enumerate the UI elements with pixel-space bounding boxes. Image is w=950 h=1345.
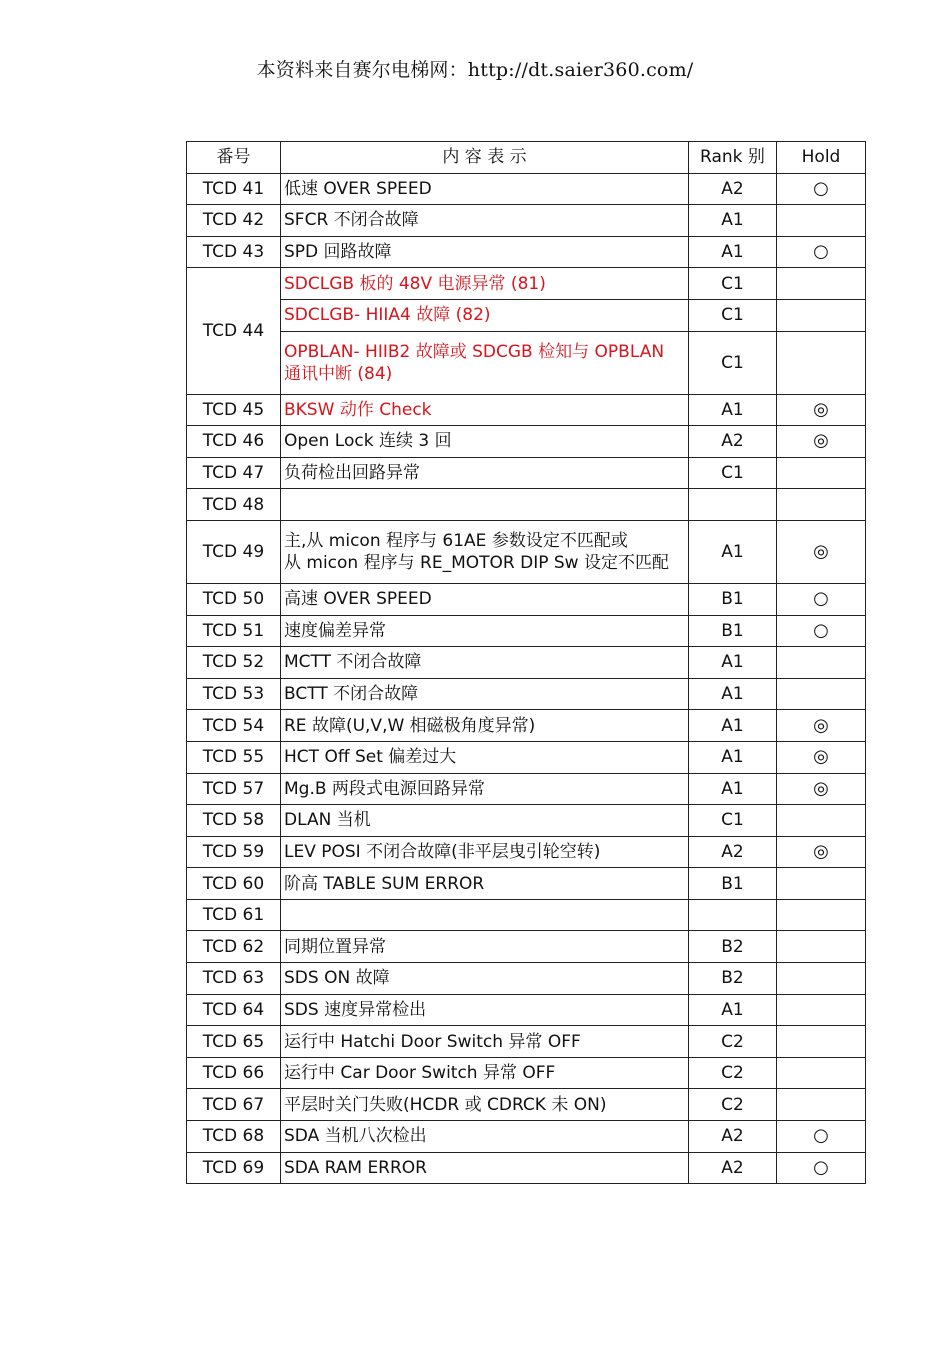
row-code: TCD 58 <box>187 805 281 837</box>
row-rank <box>689 489 777 521</box>
row-code: TCD 64 <box>187 994 281 1026</box>
table-row <box>187 836 866 868</box>
row-hold <box>777 331 866 394</box>
row-hold <box>777 489 866 521</box>
row-desc: 运行中 Hatchi Door Switch 异常 OFF <box>281 1026 689 1058</box>
row-rank: B1 <box>689 868 777 900</box>
row-desc: 同期位置异常 <box>281 931 689 963</box>
row-desc: OPBLAN- HIIB2 故障或 SDCGB 检知与 OPBLAN 通讯中断 (84) <box>281 331 689 394</box>
row-code: TCD 69 <box>187 1152 281 1184</box>
row-hold <box>777 994 866 1026</box>
row-code: TCD 51 <box>187 615 281 647</box>
table-row <box>187 236 866 268</box>
table-row <box>187 615 866 647</box>
row-desc: 负荷检出回路异常 <box>281 457 689 489</box>
row-desc: LEV POSI 不闭合故障(非平层曳引轮空转) <box>281 836 689 868</box>
table-row <box>187 710 866 742</box>
table-row <box>187 1152 866 1184</box>
row-hold: ○ <box>777 1121 866 1153</box>
tcd-table <box>186 141 866 1184</box>
table-row <box>187 773 866 805</box>
row-desc: SPD 回路故障 <box>281 236 689 268</box>
row-desc: SDCLGB 板的 48V 电源异常 (81) <box>281 268 689 300</box>
row-hold: ◎ <box>777 426 866 458</box>
row-hold: ○ <box>777 173 866 205</box>
row-rank: A2 <box>689 1152 777 1184</box>
row-rank: C2 <box>689 1089 777 1121</box>
table-row <box>187 394 866 426</box>
row-hold: ◎ <box>777 836 866 868</box>
row-rank: B1 <box>689 583 777 615</box>
row-code: TCD 67 <box>187 1089 281 1121</box>
table-row <box>187 520 866 583</box>
row-hold: ◎ <box>777 520 866 583</box>
row-hold <box>777 1026 866 1058</box>
row-desc: 速度偏差异常 <box>281 615 689 647</box>
page-header: 本资料来自赛尔电梯网：http://dt.saier360.com/ <box>256 59 694 81</box>
row-rank: C1 <box>689 457 777 489</box>
row-rank: A1 <box>689 236 777 268</box>
row-code: TCD 57 <box>187 773 281 805</box>
row-rank: A2 <box>689 836 777 868</box>
row-rank: A1 <box>689 647 777 679</box>
row-hold <box>777 647 866 679</box>
row-hold: ○ <box>777 615 866 647</box>
row-hold: ◎ <box>777 773 866 805</box>
row-code: TCD 47 <box>187 457 281 489</box>
row-desc: 低速 OVER SPEED <box>281 173 689 205</box>
row-desc-line: 主,从 micon 程序与 61AE 参数设定不匹配或 <box>284 530 628 551</box>
header-code: 番号 <box>187 142 281 174</box>
row-hold <box>777 205 866 237</box>
row-rank: A2 <box>689 173 777 205</box>
row-desc: BKSW 动作 Check <box>281 394 689 426</box>
row-rank: A1 <box>689 205 777 237</box>
row-hold: ○ <box>777 236 866 268</box>
row-hold <box>777 899 866 931</box>
row-hold: ◎ <box>777 710 866 742</box>
row-desc: SDA RAM ERROR <box>281 1152 689 1184</box>
row-desc-line: 从 micon 程序与 RE_MOTOR DIP Sw 设定不匹配 <box>284 552 669 573</box>
row-desc: SDA 当机八次检出 <box>281 1121 689 1153</box>
table-row <box>187 331 866 394</box>
table-row <box>187 741 866 773</box>
header-hold: Hold <box>777 142 866 174</box>
header-rank: Rank 别 <box>689 142 777 174</box>
table-row <box>187 994 866 1026</box>
row-desc: 运行中 Car Door Switch 异常 OFF <box>281 1057 689 1089</box>
row-rank: C2 <box>689 1026 777 1058</box>
row-desc: BCTT 不闭合故障 <box>281 678 689 710</box>
table-header-row <box>187 142 866 174</box>
row-code: TCD 66 <box>187 1057 281 1089</box>
row-desc: 高速 OVER SPEED <box>281 583 689 615</box>
table-row <box>187 205 866 237</box>
row-desc: Mg.B 两段式电源回路异常 <box>281 773 689 805</box>
row-desc <box>281 899 689 931</box>
row-hold <box>777 1057 866 1089</box>
row-code: TCD 42 <box>187 205 281 237</box>
table-row <box>187 426 866 458</box>
row-rank: A2 <box>689 426 777 458</box>
row-code: TCD 50 <box>187 583 281 615</box>
row-code: TCD 60 <box>187 868 281 900</box>
row-code: TCD 59 <box>187 836 281 868</box>
row-code: TCD 61 <box>187 899 281 931</box>
table-row <box>187 583 866 615</box>
row-code: TCD 55 <box>187 741 281 773</box>
table-row <box>187 931 866 963</box>
row-rank <box>689 899 777 931</box>
row-desc: SDS ON 故障 <box>281 963 689 995</box>
table-row <box>187 899 866 931</box>
table-row <box>187 489 866 521</box>
table-row <box>187 963 866 995</box>
row-desc <box>281 520 689 583</box>
row-rank: C1 <box>689 331 777 394</box>
row-code: TCD 45 <box>187 394 281 426</box>
row-rank: A1 <box>689 773 777 805</box>
row-hold: ◎ <box>777 741 866 773</box>
row-hold <box>777 805 866 837</box>
row-hold <box>777 299 866 331</box>
row-code: TCD 62 <box>187 931 281 963</box>
table-row <box>187 1026 866 1058</box>
table-row <box>187 1089 866 1121</box>
row-rank: B1 <box>689 615 777 647</box>
row-hold <box>777 457 866 489</box>
row-rank: C1 <box>689 268 777 300</box>
row-rank: A1 <box>689 994 777 1026</box>
row-code: TCD 48 <box>187 489 281 521</box>
row-hold <box>777 868 866 900</box>
row-hold <box>777 963 866 995</box>
row-code: TCD 52 <box>187 647 281 679</box>
row-code: TCD 53 <box>187 678 281 710</box>
row-desc: MCTT 不闭合故障 <box>281 647 689 679</box>
row-rank: A1 <box>689 741 777 773</box>
row-code: TCD 49 <box>187 520 281 583</box>
row-hold <box>777 678 866 710</box>
row-hold <box>777 1089 866 1121</box>
row-hold: ○ <box>777 583 866 615</box>
row-code: TCD 44 <box>187 268 281 394</box>
row-rank: A1 <box>689 710 777 742</box>
row-desc: HCT Off Set 偏差过大 <box>281 741 689 773</box>
row-rank: B2 <box>689 963 777 995</box>
row-hold: ○ <box>777 1152 866 1184</box>
row-hold: ◎ <box>777 394 866 426</box>
table-row <box>187 678 866 710</box>
table-row <box>187 173 866 205</box>
table-row <box>187 268 866 300</box>
table-row <box>187 1057 866 1089</box>
row-rank: A1 <box>689 678 777 710</box>
row-desc: SDS 速度异常检出 <box>281 994 689 1026</box>
row-code: TCD 54 <box>187 710 281 742</box>
row-desc: RE 故障(U,V,W 相磁极角度异常) <box>281 710 689 742</box>
header-content: 内 容 表 示 <box>281 142 689 174</box>
row-desc: SFCR 不闭合故障 <box>281 205 689 237</box>
table-row <box>187 1121 866 1153</box>
row-rank: A2 <box>689 1121 777 1153</box>
table-row <box>187 299 866 331</box>
row-hold <box>777 931 866 963</box>
row-rank: A1 <box>689 520 777 583</box>
table-row <box>187 868 866 900</box>
row-hold <box>777 268 866 300</box>
row-desc <box>281 489 689 521</box>
row-rank: A1 <box>689 394 777 426</box>
row-rank: C1 <box>689 805 777 837</box>
row-rank: C2 <box>689 1057 777 1089</box>
row-code: TCD 63 <box>187 963 281 995</box>
table-row <box>187 805 866 837</box>
row-code: TCD 65 <box>187 1026 281 1058</box>
row-desc: SDCLGB- HIIA4 故障 (82) <box>281 299 689 331</box>
table-row <box>187 457 866 489</box>
row-desc: 平层时关门失败(HCDR 或 CDRCK 未 ON) <box>281 1089 689 1121</box>
row-desc: DLAN 当机 <box>281 805 689 837</box>
table-row <box>187 647 866 679</box>
row-desc: 阶高 TABLE SUM ERROR <box>281 868 689 900</box>
row-code: TCD 46 <box>187 426 281 458</box>
row-rank: C1 <box>689 299 777 331</box>
row-rank: B2 <box>689 931 777 963</box>
row-code: TCD 43 <box>187 236 281 268</box>
row-desc: Open Lock 连续 3 回 <box>281 426 689 458</box>
row-code: TCD 41 <box>187 173 281 205</box>
row-code: TCD 68 <box>187 1121 281 1153</box>
